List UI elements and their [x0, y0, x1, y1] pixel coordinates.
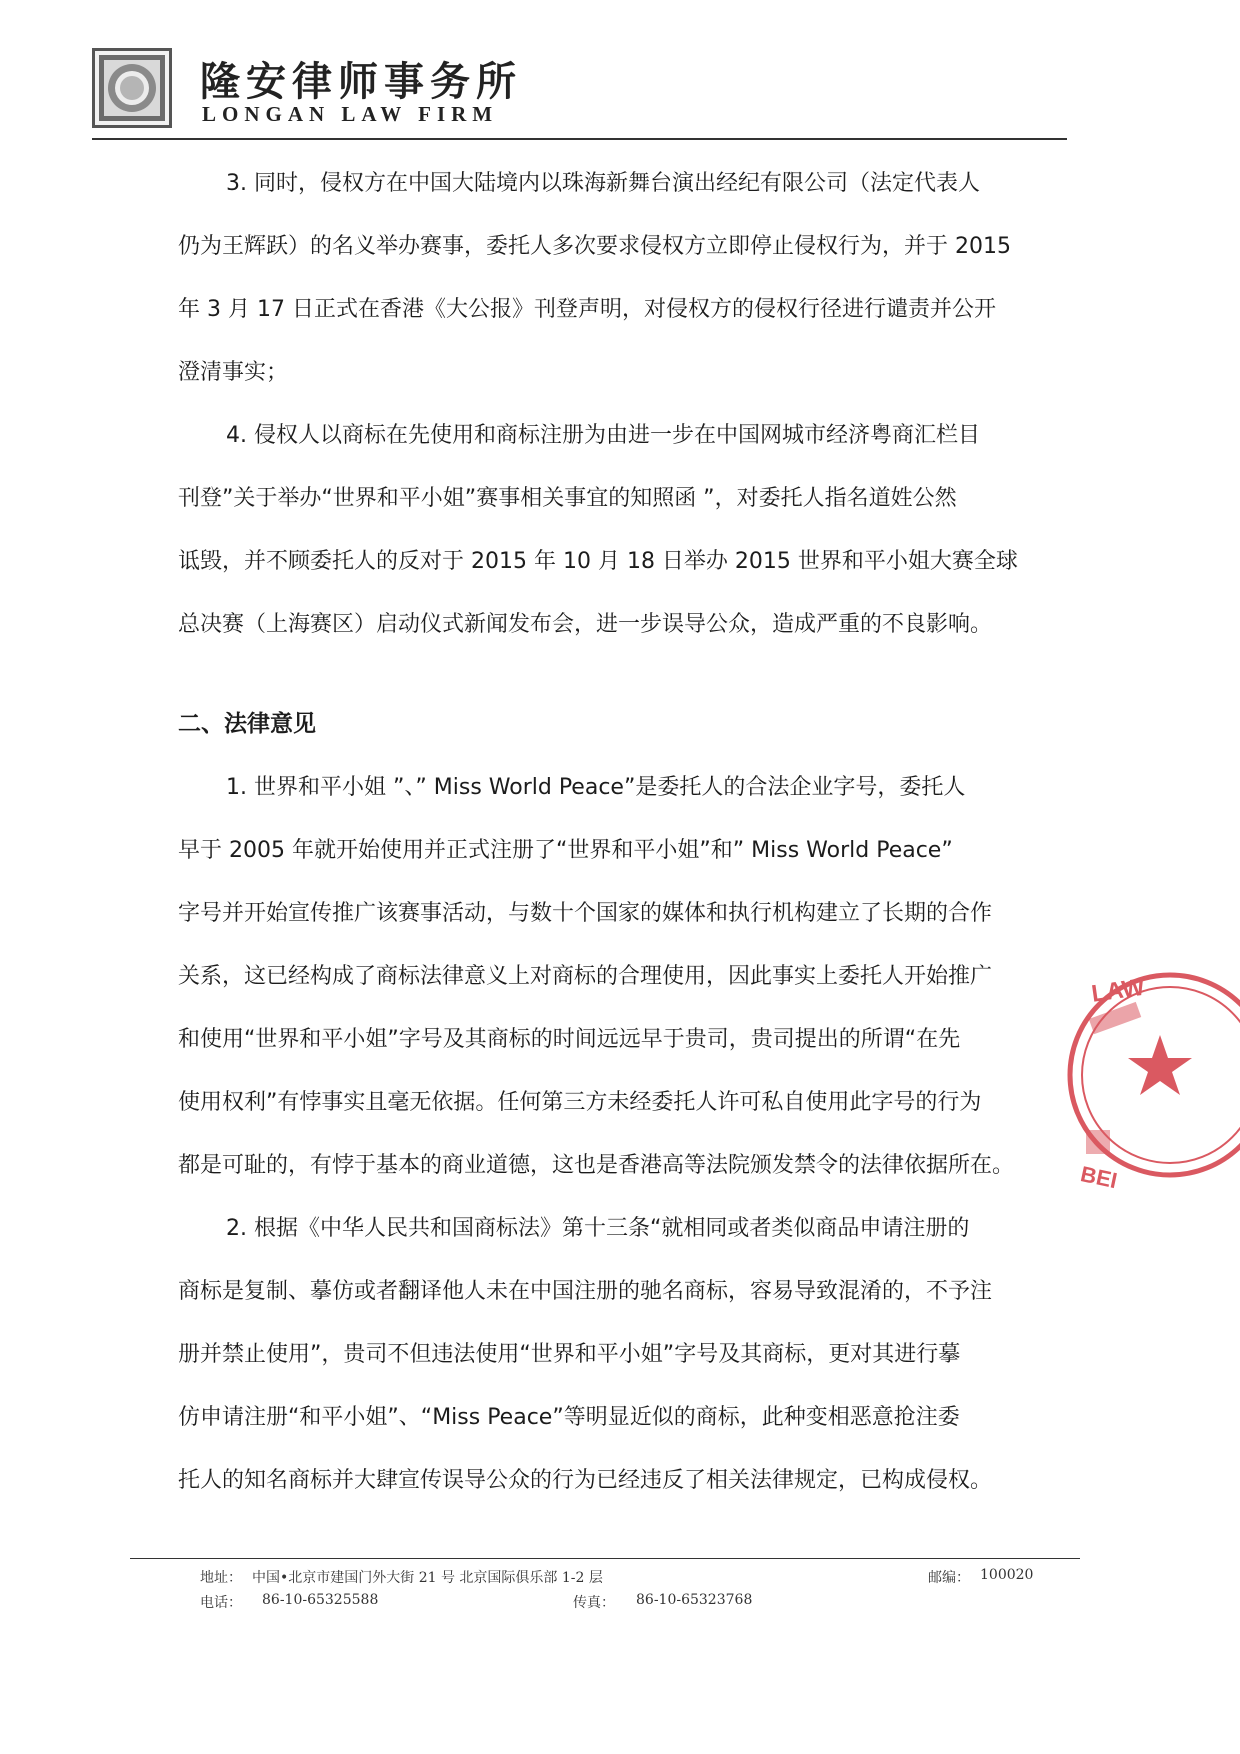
postcode-value: 100020 [980, 1567, 1034, 1583]
firm-name-english: LONGAN LAW FIRM [202, 102, 499, 126]
paragraph-line: 使用权利”有悖事实且毫无依据。任何第三方未经委托人许可私自使用此字号的行为 [178, 1090, 982, 1115]
phone-label: 电话： [200, 1595, 242, 1611]
paragraph-line: 诋毁，并不顾委托人的反对于 2015 年 10 月 18 日举办 2015 世界和平小姐大赛全球 [178, 549, 1018, 574]
paragraph-line: 总决赛（上海赛区）启动仪式新闻发布会，进一步误导公众，造成严重的不良影响。 [178, 612, 993, 637]
fax-label: 传真： [573, 1595, 615, 1611]
firm-name-chinese: 隆安律师事务所 [200, 58, 522, 105]
section-heading: 二、法律意见 [178, 711, 316, 737]
paragraph-line: 刊登”关于举办“世界和平小姐”赛事相关事宜的知照函 ”，对委托人指名道姓公然 [178, 486, 957, 511]
paragraph-3 [178, 152, 1068, 404]
paragraph-line: 和使用“世界和平小姐”字号及其商标的时间远远早于贵司，贵司提出的所谓“在先 [178, 1027, 961, 1052]
address-value: 中国•北京市建国门外大街 21 号 北京国际俱乐部 1-2 层 [252, 1570, 603, 1586]
address-label: 地址： [200, 1570, 242, 1586]
paragraph-line: 3. 同时，侵权方在中国大陆境内以珠海新舞台演出经纪有限公司（法定代表人 [226, 171, 980, 196]
paragraph-line: 2. 根据《中华人民共和国商标法》第十三条“就相同或者类似商品申请注册的 [226, 1216, 970, 1241]
paragraph-4 [178, 404, 1068, 656]
paragraph-line: 托人的知名商标并大肆宣传误导公众的行为已经违反了相关法律规定，已构成侵权。 [178, 1468, 993, 1493]
logo-emblem-icon [97, 53, 167, 123]
footer-divider [130, 1558, 1080, 1559]
paragraph-line: 关系，这已经构成了商标法律意义上对商标的合理使用，因此事实上委托人开始推广 [178, 964, 993, 989]
paragraph-line: 都是可耻的，有悖于基本的商业道德，这也是香港高等法院颁发禁令的法律依据所在。 [178, 1153, 1015, 1178]
seal-stamp-icon [1060, 940, 1240, 1210]
firm-logo [92, 48, 172, 128]
postcode-label: 邮编： [928, 1570, 970, 1586]
svg-text:BEI: BEI [1078, 1161, 1120, 1194]
legal-paragraph-1 [178, 756, 1068, 1197]
svg-text:LAW: LAW [1089, 973, 1147, 1008]
paragraph-line: 4. 侵权人以商标在先使用和商标注册为由进一步在中国网城市经济粤商汇栏目 [226, 423, 980, 448]
firm-seal-stamp [1060, 940, 1240, 1210]
paragraph-line: 字号并开始宣传推广该赛事活动，与数十个国家的媒体和执行机构建立了长期的合作 [178, 901, 993, 926]
paragraph-line: 册并禁止使用”，贵司不但违法使用“世界和平小姐”字号及其商标，更对其进行摹 [178, 1342, 961, 1367]
legal-paragraph-2 [178, 1197, 1068, 1512]
paragraph-line: 1. 世界和平小姐 ”、” Miss World Peace”是委托人的合法企业字号，委托人 [226, 775, 966, 800]
paragraph-line: 仍为王辉跃）的名义举办赛事，委托人多次要求侵权方立即停止侵权行为，并于 2015 [178, 234, 1011, 259]
phone-value: 86-10-65325588 [262, 1592, 379, 1608]
paragraph-line: 早于 2005 年就开始使用并正式注册了“世界和平小姐”和” Miss World Peace” [178, 838, 953, 863]
paragraph-line: 仿申请注册“和平小姐”、“Miss Peace”等明显近似的商标，此种变相恶意抢注委 [178, 1405, 960, 1430]
header-divider [92, 138, 1067, 140]
letterhead-footer [0, 1567, 1240, 1627]
paragraph-line: 年 3 月 17 日正式在香港《大公报》刊登声明，对侵权方的侵权行径进行谴责并公开 [178, 297, 996, 322]
paragraph-line: 澄清事实； [178, 360, 289, 385]
letter-body [178, 152, 1068, 1512]
fax-value: 86-10-65323768 [636, 1592, 753, 1608]
paragraph-line: 商标是复制、摹仿或者翻译他人未在中国注册的驰名商标，容易导致混淆的，不予注 [178, 1279, 993, 1304]
